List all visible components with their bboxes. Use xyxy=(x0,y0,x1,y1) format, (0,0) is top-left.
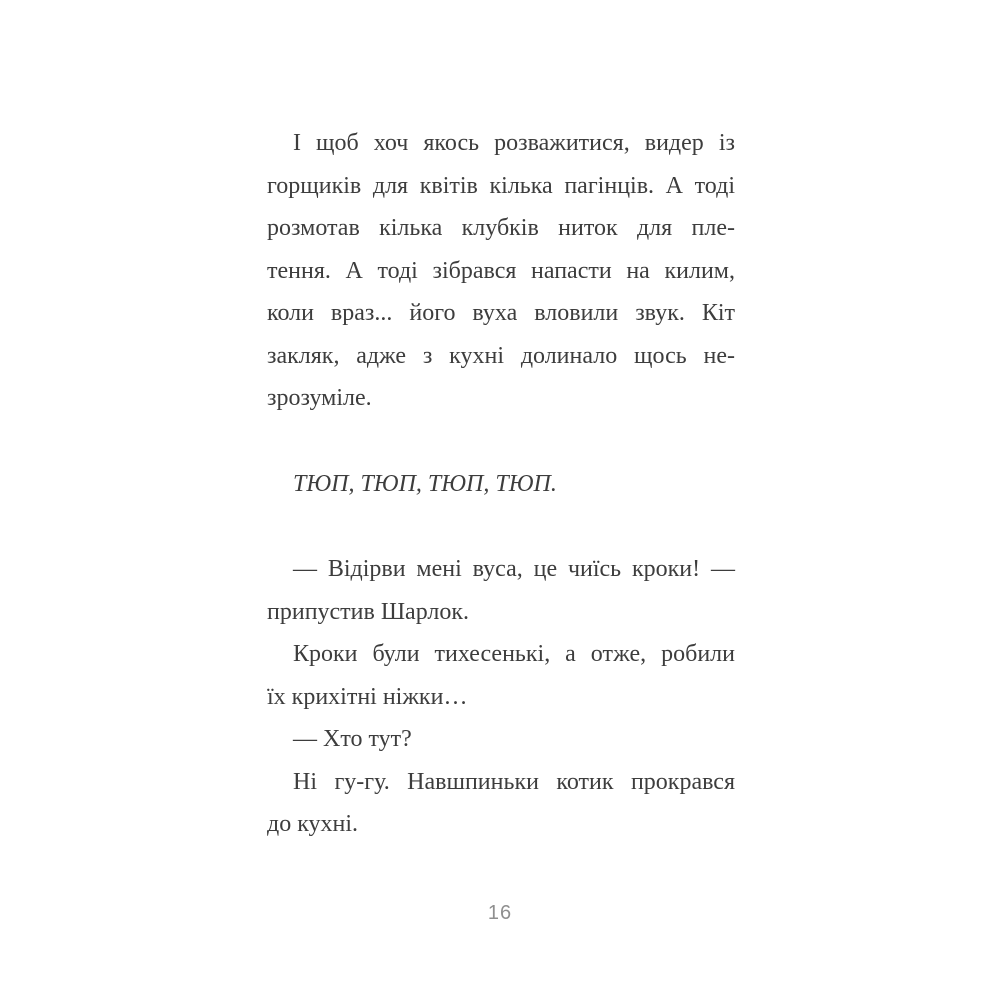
text-line: розмотав кілька клубків ниток для пле- xyxy=(267,215,735,241)
text-line: ТЮП, ТЮП, ТЮП, ТЮП. xyxy=(293,470,557,497)
text-line: тення. А тоді зібрався напасти на килим, xyxy=(267,257,735,284)
paragraph-body xyxy=(267,761,735,846)
paragraph-dialogue xyxy=(267,718,735,761)
page-number: 16 xyxy=(487,902,513,924)
text-line: до кухні. xyxy=(267,811,359,837)
text-line: їх крихітні ніжки… xyxy=(267,683,468,710)
text-line: І щоб хоч якось розважитися, видер із xyxy=(293,130,735,156)
paragraph-sound xyxy=(267,463,735,506)
paragraph-dialogue xyxy=(267,548,735,633)
text-line: припустив Шарлок. xyxy=(267,598,470,625)
text-line: Ні гу-гу. Навшпиньки котик прокрався xyxy=(293,768,735,795)
paragraph-body xyxy=(267,633,735,718)
text-line: горщиків для квітів кілька пагінців. А тоді xyxy=(267,172,735,199)
paragraph-body xyxy=(267,122,735,420)
text-line: — Відірви мені вуса, це чиїсь кроки! — xyxy=(293,556,735,582)
text-line: зрозуміле. xyxy=(267,385,372,411)
text-line: закляк, адже з кухні долинало щось не- xyxy=(267,342,735,369)
text-line: коли враз... його вуха вловили звук. Кіт xyxy=(267,300,735,326)
text-line: Кроки були тихесенькі, а отже, робили xyxy=(293,641,735,667)
text-line: — Хто тут? xyxy=(293,726,412,752)
text-block xyxy=(267,122,735,846)
